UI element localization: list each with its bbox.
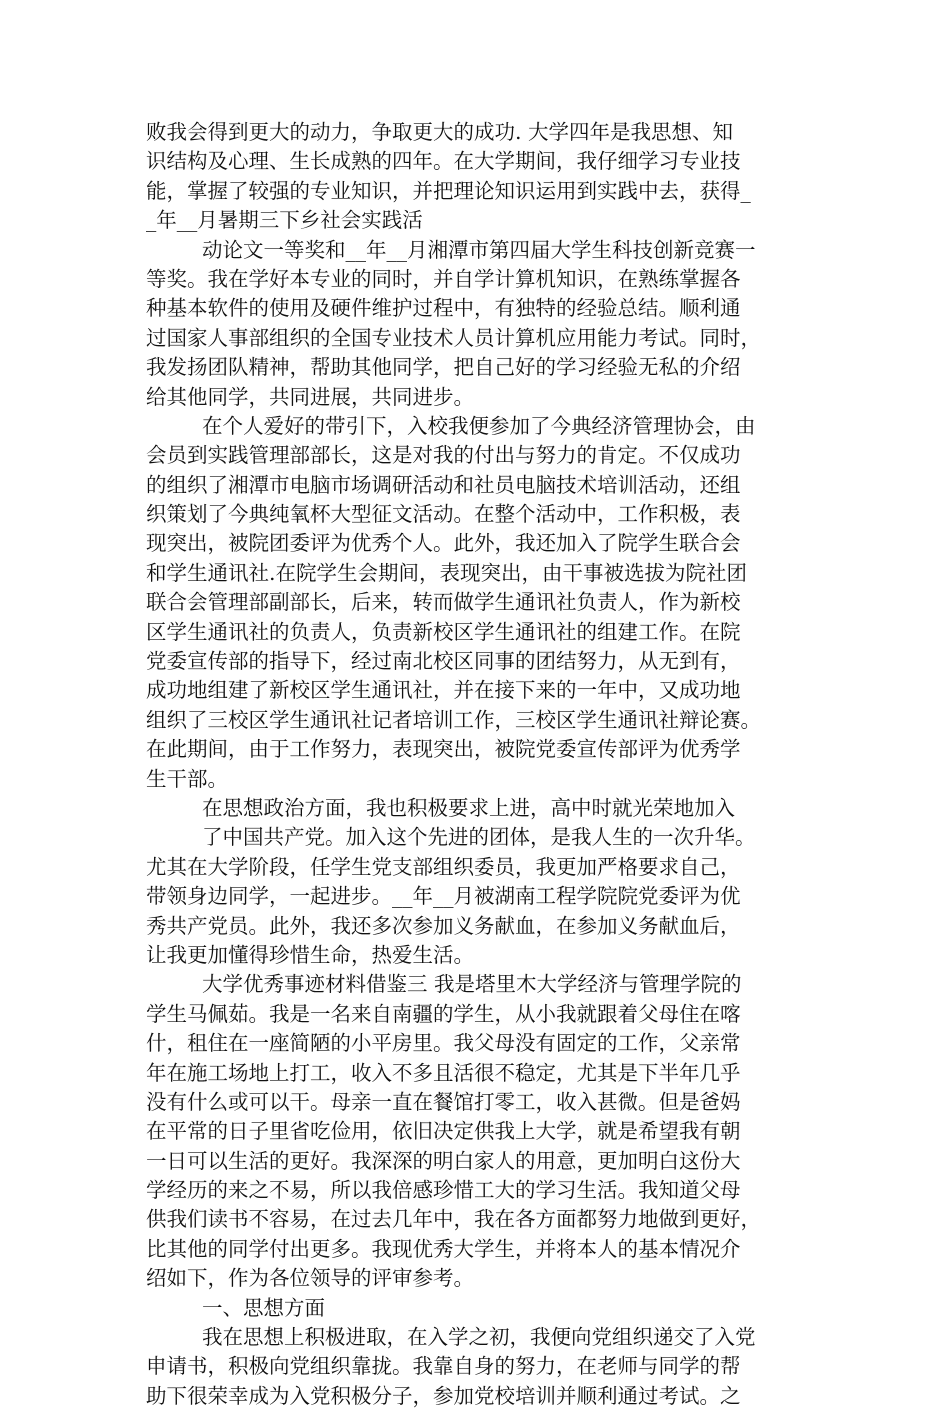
text-line: 和学生通讯社.在院学生会期间，表现突出，由干事被选拔为院社团: [146, 560, 748, 585]
text-line: 现突出，被院团委评为优秀个人。此外，我还加入了院学生联合会: [146, 531, 741, 556]
text-line: 带领身边同学，一起进步。__年__月被湖南工程学院院党委评为优: [146, 884, 741, 909]
text-line: 成功地组建了新校区学生通讯社，并在接下来的一年中，又成功地: [146, 678, 741, 703]
text-line: 尤其在大学阶段，任学生党支部组织委员，我更加严格要求自己，: [146, 854, 741, 879]
text-line: 织策划了今典纯氧杯大型征文活动。在整个活动中，工作积极，表: [146, 502, 741, 527]
text-line: 比其他的同学付出更多。我现优秀大学生，并将本人的基本情况介: [146, 1236, 741, 1261]
text-line: 识结构及心理、生长成熟的四年。在大学期间，我仔细学习专业技: [146, 149, 741, 174]
text-line: 供我们读书不容易，在过去几年中，我在各方面都努力地做到更好，: [146, 1207, 761, 1232]
text-line: 等奖。我在学好本专业的同时，并自学计算机知识，在熟练掌握各: [146, 266, 741, 291]
text-line: 我发扬团队精神，帮助其他同学，把自己好的学习经验无私的介绍: [146, 355, 741, 380]
text-line: 的组织了湘潭市电脑市场调研活动和社员电脑技术培训活动，还组: [146, 472, 741, 497]
text-line: 败我会得到更大的动力，争取更大的成功. 大学四年是我思想、知: [146, 120, 734, 144]
text-line: 过国家人事部组织的全国专业技术人员计算机应用能力考试。同时，: [146, 325, 761, 350]
text-line: 党委宣传部的指导下，经过南北校区同事的团结努力，从无到有，: [146, 649, 741, 674]
text-line: 区学生通讯社的负责人，负责新校区学生通讯社的组建工作。在院: [146, 619, 741, 644]
text-line: 年在施工场地上打工，收入不多且活很不稳定，尤其是下半年几乎: [146, 1060, 741, 1085]
text-line: 生干部。: [146, 766, 228, 791]
text-line: 给其他同学，共同进展，共同进步。: [146, 384, 474, 409]
text-line: 助下很荣幸成为入党积极分子，参加党校培训并顺利通过考试。之: [146, 1383, 741, 1408]
text-line: 在个人爱好的带引下，入校我便参加了今典经济管理协会，由: [202, 413, 756, 438]
text-line: 大学优秀事迹材料借鉴三 我是塔里木大学经济与管理学院的: [202, 972, 742, 997]
text-line: 申请书，积极向党组织靠拢。我靠自身的努力，在老师与同学的帮: [146, 1354, 741, 1379]
document-body: [146, 118, 826, 1411]
text-line: 会员到实践管理部部长，这是对我的付出与努力的肯定。不仅成功: [146, 443, 741, 468]
text-line: 了中国共产党。加入这个先进的团体，是我人生的一次升华。: [202, 825, 756, 850]
text-line: 秀共产党员。此外，我还多次参加义务献血，在参加义务献血后，: [146, 913, 741, 938]
text-line: 我在思想上积极进取，在入学之初，我便向党组织递交了入党: [202, 1325, 756, 1350]
text-line: 在思想政治方面，我也积极要求上进，高中时就光荣地加入: [202, 795, 735, 820]
section-heading: 一、思想方面: [202, 1295, 325, 1320]
text-line: 在此期间，由于工作努力，表现突出，被院党委宣传部评为优秀学: [146, 737, 741, 762]
text-line: 什，租住在一座简陋的小平房里。我父母没有固定的工作，父亲常: [146, 1031, 741, 1056]
text-line: 在平常的日子里省吃俭用，依旧决定供我上大学，就是希望我有朝: [146, 1119, 741, 1144]
text-line: 动论文一等奖和__年__月湘潭市第四届大学生科技创新竞赛一: [202, 237, 756, 262]
text-line: 让我更加懂得珍惜生命，热爱生活。: [146, 942, 474, 967]
text-line: 没有什么或可以干。母亲一直在餐馆打零工，收入甚微。但是爸妈: [146, 1089, 741, 1114]
text-line: 一日可以生活的更好。我深深的明白家人的用意，更加明白这份大: [146, 1148, 741, 1173]
text-line: 学经历的来之不易，所以我倍感珍惜工大的学习生活。我知道父母: [146, 1178, 741, 1203]
text-line: 能，掌握了较强的专业知识，并把理论知识运用到实践中去，获得_: [146, 178, 751, 203]
text-line: 学生马佩茹。我是一名来自南疆的学生，从小我就跟着父母住在喀: [146, 1001, 741, 1026]
text-line: 绍如下，作为各位领导的评审参考。: [146, 1266, 474, 1291]
text-line: _年__月暑期三下乡社会实践活: [146, 208, 423, 233]
text-line: 种基本软件的使用及硬件维护过程中，有独特的经验总结。顺利通: [146, 296, 741, 321]
text-line: 组织了三校区学生通讯社记者培训工作，三校区学生通讯社辩论赛。: [146, 707, 761, 732]
text-line: 联合会管理部副部长，后来，转而做学生通讯社负责人，作为新校: [146, 590, 741, 615]
